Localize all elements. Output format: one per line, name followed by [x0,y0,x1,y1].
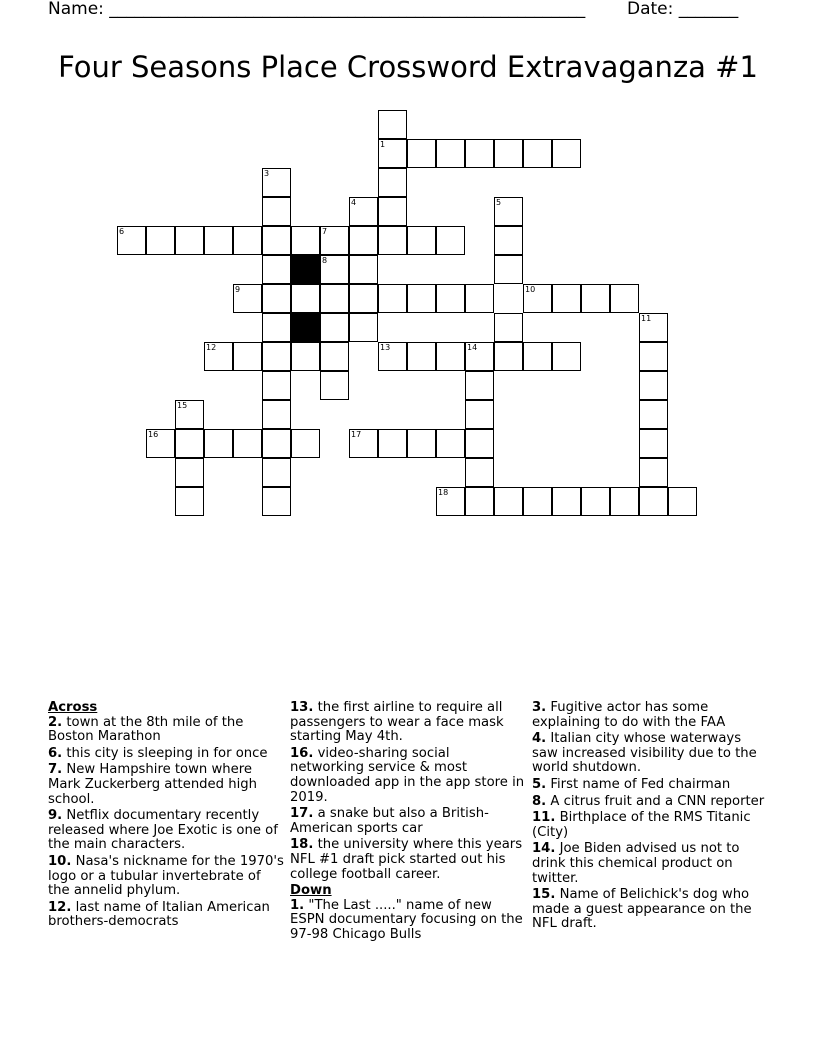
grid-cell[interactable] [639,313,668,342]
clue-across-18: 18. the university where this years NFL #1 draft pick started out his college football career. [290,837,523,882]
grid-cell[interactable] [233,226,262,255]
grid-cell[interactable] [320,226,349,255]
clue-number: 16 [148,430,159,439]
down-heading: Down [290,883,332,899]
grid-cell[interactable] [204,226,233,255]
grid-cell[interactable] [320,255,349,284]
grid-cell[interactable] [407,284,436,313]
grid-cell[interactable] [146,226,175,255]
clue-down-11: 11. Birthplace of the RMS Titanic (City) [532,810,751,840]
grid-cell[interactable] [465,139,494,168]
grid-cell[interactable] [349,313,378,342]
grid-cell[interactable] [610,487,639,516]
grid-cell[interactable] [378,342,407,371]
clue-across-16: 16. video-sharing social networking service & most downloaded app in the app store in 2019. [290,745,525,805]
grid-cell[interactable] [349,197,378,226]
grid-cell[interactable] [175,400,204,429]
grid-cell[interactable] [233,429,262,458]
grid-cell[interactable] [494,139,523,168]
grid-cell[interactable] [320,313,349,342]
grid-cell[interactable] [262,313,291,342]
grid-block [291,313,320,342]
clue-number: 8 [322,256,328,265]
grid-cell[interactable] [349,226,378,255]
grid-cell[interactable] [320,284,349,313]
grid-cell[interactable] [262,429,291,458]
grid-cell[interactable] [436,487,465,516]
grid-cell[interactable] [175,429,204,458]
grid-cell[interactable] [175,226,204,255]
grid-cell[interactable] [639,371,668,400]
grid-cell[interactable] [262,197,291,226]
grid-cell[interactable] [436,429,465,458]
grid-cell[interactable] [523,487,552,516]
grid-cell[interactable] [552,139,581,168]
clue-number: 5 [496,198,502,207]
page-title: Four Seasons Place Crossword Extravaganza #1 [58,50,758,84]
grid-cell[interactable] [262,226,291,255]
grid-cell[interactable] [262,400,291,429]
grid-cell[interactable] [407,139,436,168]
grid-cell[interactable] [494,226,523,255]
clue-across-10: 10. Nasa's nickname for the 1970's logo or a tubular invertebrate of the annelid phylum. [48,853,284,899]
grid-cell[interactable] [639,487,668,516]
grid-cell[interactable] [523,139,552,168]
clue-number: 13 [380,343,391,352]
grid-cell[interactable] [465,400,494,429]
grid-cell[interactable] [494,313,523,342]
clues-column-2 [290,701,526,945]
grid-cell[interactable] [494,255,523,284]
grid-cell[interactable] [204,429,233,458]
clue-across-2: 2. town at the 8th mile of the Boston Marathon [48,714,244,745]
grid-cell[interactable] [320,371,349,400]
grid-cell[interactable] [349,429,378,458]
clue-number: 11 [641,314,652,323]
grid-cell[interactable] [668,487,697,516]
grid-cell[interactable] [146,429,175,458]
grid-block [291,255,320,284]
grid-cell[interactable] [378,168,407,197]
grid-cell[interactable] [436,226,465,255]
grid-cell[interactable] [581,487,610,516]
grid-cell[interactable] [378,226,407,255]
clue-across-9: 9. Netflix documentary recently released where Joe Exotic is one of the main characters. [48,808,278,853]
clue-number: 18 [438,488,449,497]
grid-cell[interactable] [175,458,204,487]
name-field-label: Name: ________________________________________________________ [48,0,586,19]
clue-across-6: 6. this city is sleeping in for once [48,745,268,761]
grid-cell[interactable] [117,226,146,255]
grid-cell[interactable] [610,284,639,313]
clues-column-3 [532,701,768,934]
grid-cell[interactable] [233,342,262,371]
grid-cell[interactable] [523,342,552,371]
grid-cell[interactable] [262,487,291,516]
grid-cell[interactable] [581,284,610,313]
grid-cell[interactable] [378,429,407,458]
grid-cell[interactable] [175,487,204,516]
grid-cell[interactable] [639,458,668,487]
grid-cell[interactable] [291,429,320,458]
grid-cell[interactable] [465,458,494,487]
grid-cell[interactable] [552,342,581,371]
grid-cell[interactable] [378,284,407,313]
grid-cell[interactable] [262,458,291,487]
grid-cell[interactable] [378,197,407,226]
grid-cell[interactable] [407,226,436,255]
clue-number: 1 [380,140,386,149]
clue-across-12: 12. last name of Italian American brothers-democrats [48,899,270,930]
grid-cell[interactable] [349,284,378,313]
clue-number: 7 [322,227,328,236]
clue-number: 4 [351,198,357,207]
clue-number: 15 [177,401,188,410]
clue-down-5: 5. First name of Fed chairman [532,776,731,792]
grid-cell[interactable] [320,342,349,371]
clue-number: 9 [235,285,241,294]
grid-cell[interactable] [465,342,494,371]
grid-cell[interactable] [494,487,523,516]
grid-cell[interactable] [349,255,378,284]
grid-cell[interactable] [262,168,291,197]
grid-cell[interactable] [494,342,523,371]
clue-down-1: 1. "The Last ....." name of new ESPN documentary focusing on the 97-98 Chicago Bulls [290,897,523,942]
clue-number: 3 [264,169,270,178]
across-heading: Across [48,700,98,715]
grid-cell[interactable] [552,284,581,313]
date-field-label: Date: _______ [627,0,739,19]
clue-across-17: 17. a snake but also a British-American sports car [290,806,489,836]
grid-cell[interactable] [436,139,465,168]
grid-cell[interactable] [378,139,407,168]
grid-cell[interactable] [552,487,581,516]
grid-cell[interactable] [204,342,233,371]
grid-cell[interactable] [262,255,291,284]
clue-down-8: 8. A citrus fruit and a CNN reporter [532,793,765,809]
grid-cell[interactable] [639,429,668,458]
clue-number: 14 [467,343,478,352]
clues-column-1 [48,701,284,932]
grid-cell[interactable] [407,429,436,458]
grid-cell[interactable] [465,429,494,458]
grid-cell[interactable] [262,284,291,313]
grid-cell[interactable] [639,400,668,429]
grid-cell[interactable] [262,371,291,400]
grid-cell[interactable] [436,342,465,371]
grid-cell[interactable] [436,284,465,313]
clue-down-4: 4. Italian city whose waterways saw increased visibility due to the world shutdown. [532,731,757,776]
clue-across-7: 7. New Hampshire town where Mark Zuckerberg attended high school. [48,762,257,807]
grid-cell[interactable] [465,284,494,313]
clue-down-15: 15. Name of Belichick's dog who made a guest appearance on the NFL draft. [532,887,752,932]
clue-number: 12 [206,343,217,352]
clue-number: 10 [525,285,536,294]
grid-cell[interactable] [494,197,523,226]
grid-cell[interactable] [291,342,320,371]
grid-cell[interactable] [233,284,262,313]
clue-across-13: 13. the first airline to require all passengers to wear a face mask starting May 4th. [290,700,504,745]
clue-down-14: 14. Joe Biden advised us not to drink this chemical product on twitter. [532,841,740,886]
grid-cell[interactable] [523,284,552,313]
grid-cell[interactable] [291,284,320,313]
grid-cell[interactable] [378,110,407,139]
grid-cell[interactable] [465,371,494,400]
clue-number: 6 [119,227,125,236]
grid-cell[interactable] [291,226,320,255]
grid-cell[interactable] [639,342,668,371]
grid-cell[interactable] [407,342,436,371]
grid-cell[interactable] [465,487,494,516]
grid-cell[interactable] [262,342,291,371]
clue-down-3: 3. Fugitive actor has some explaining to do with the FAA [532,700,726,730]
clue-number: 17 [351,430,362,439]
